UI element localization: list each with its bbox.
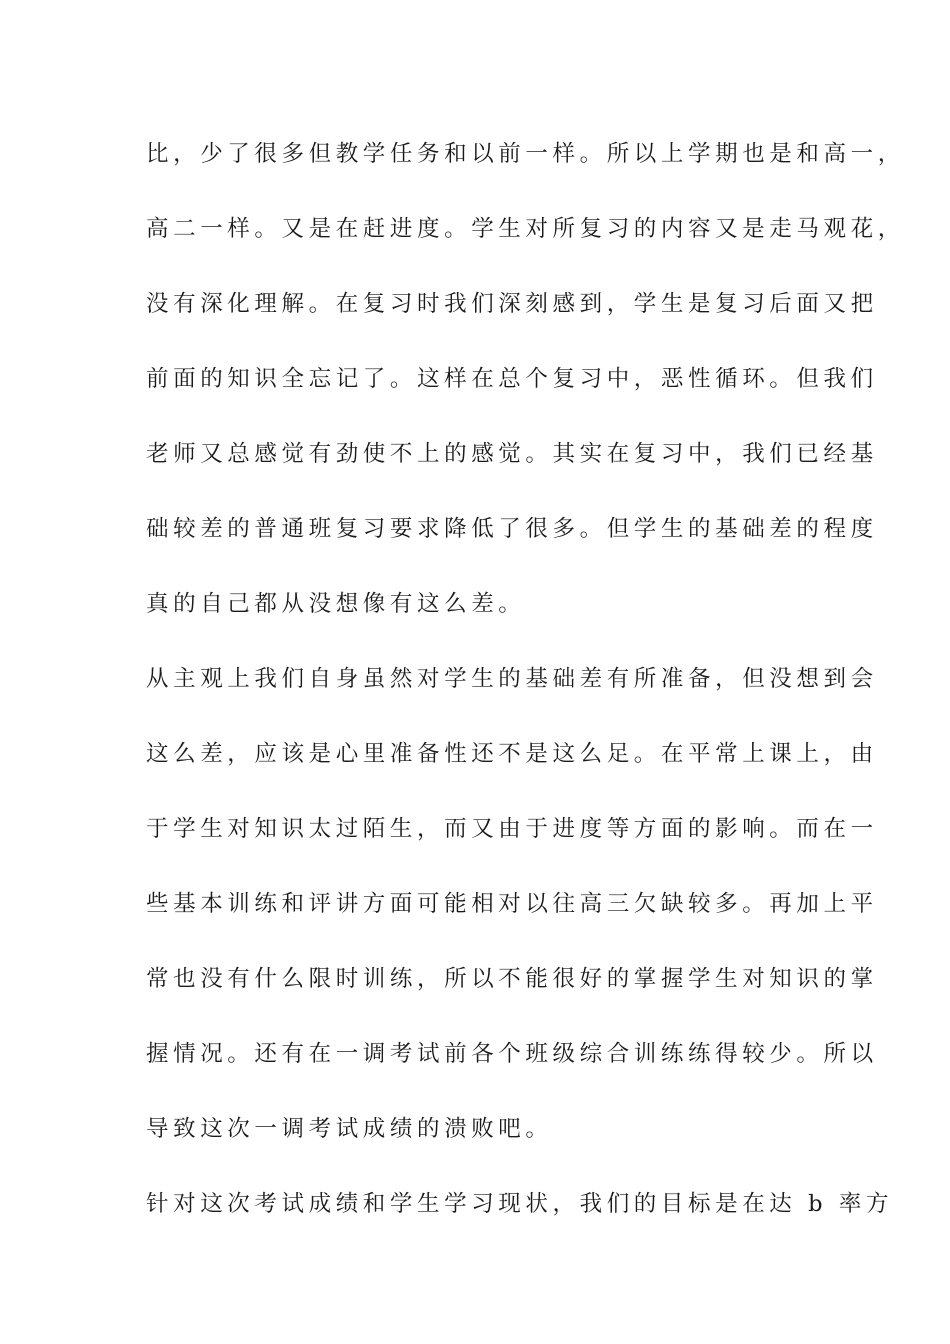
text-line-1: 比，少了很多但教学任务和以前一样。所以上学期也是和高一， — [146, 141, 905, 167]
text-line-7: 真的自己都从没想像有这么差。 — [146, 591, 526, 617]
text-line-3: 没有深化理解。在复习时我们深刻感到，学生是复习后面又把 — [146, 291, 878, 317]
text-line-12: 常也没有什么限时训练，所以不能很好的掌握学生对知识的掌 — [146, 966, 878, 992]
text-line-14: 导致这次一调考试成绩的溃败吧。 — [146, 1116, 553, 1142]
text-line-2: 高二一样。又是在赶进度。学生对所复习的内容又是走马观花， — [146, 216, 905, 242]
text-line-13: 握情况。还有在一调考试前各个班级综合训练练得较少。所以 — [146, 1041, 878, 1067]
text-line-4: 前面的知识全忘记了。这样在总个复习中，恶性循环。但我们 — [146, 366, 878, 392]
text-line-5: 老师又总感觉有劲使不上的感觉。其实在复习中，我们已经基 — [146, 441, 878, 467]
text-line-6: 础较差的普通班复习要求降低了很多。但学生的基础差的程度 — [146, 516, 878, 542]
text-line-15: 针对这次考试成绩和学生学习现状，我们的目标是在达 b 率方 — [146, 1191, 894, 1217]
text-line-9: 这么差，应该是心里准备性还不是这么足。在平常上课上，由 — [146, 741, 878, 767]
text-line-8: 从主观上我们自身虽然对学生的基础差有所准备，但没想到会 — [146, 666, 878, 692]
text-line-10: 于学生对知识太过陌生，而又由于进度等方面的影响。而在一 — [146, 816, 878, 842]
text-line-11: 些基本训练和评讲方面可能相对以往高三欠缺较多。再加上平 — [146, 891, 878, 917]
